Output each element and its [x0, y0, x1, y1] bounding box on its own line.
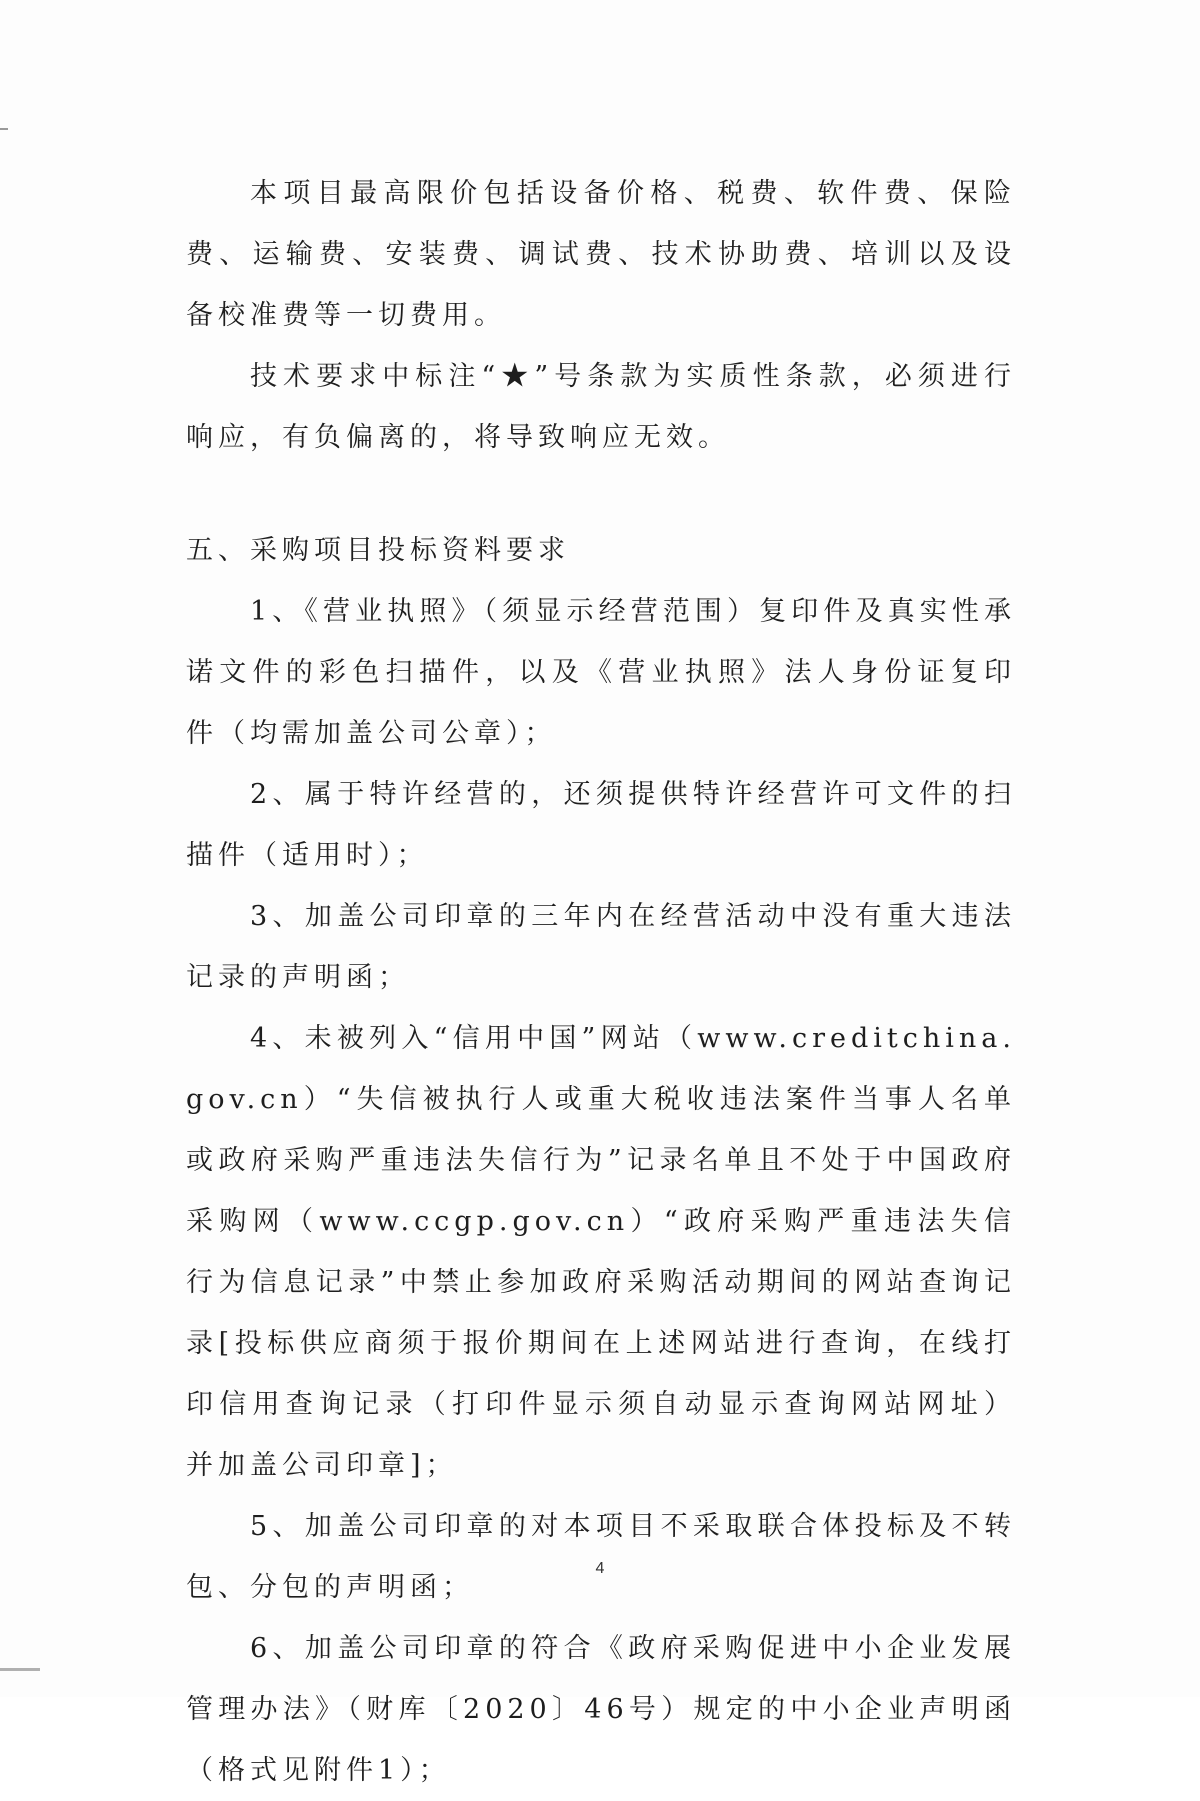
list-item: 5、加盖公司印章的对本项目不采取联合体投标及不转包、分包的声明函；	[186, 1511, 1016, 1603]
scan-edge-mark	[0, 128, 8, 130]
list-item: 3、加盖公司印章的三年内在经营活动中没有重大违法记录的声明函；	[186, 901, 1016, 993]
paragraph-price-scope: 本项目最高限价包括设备价格、税费、软件费、保险费、运输费、安装费、调试费、技术协助费、培训以及设备校准费等一切费用。	[186, 178, 1016, 331]
list-item: 1、《营业执照》（须显示经营范围）复印件及真实性承诺文件的彩色扫描件，以及《营业执照》法人身份证复印件（均需加盖公司公章）；	[186, 596, 1016, 749]
list-item: 4、未被列入“信用中国”网站（www.creditchina.gov.cn）“失信被执行人或重大税收违法案件当事人名单或政府采购严重违法失信行为”记录名单且不处于中国政府采购网（www.ccgp.gov.cn）“政府采购严重违法失信行为信息记录”中禁止参加政府采购活动期间的网站查询记录[投标供应商须于报价期间在上述网站进行查询，在线打印信用查询记录（打印件显示须自动显示查询网站网址）并加盖公司印章]；	[186, 1023, 1016, 1481]
list-item: 2、属于特许经营的，还须提供特许经营许可文件的扫描件（适用时）；	[186, 779, 1016, 871]
list-item: 6、加盖公司印章的符合《政府采购促进中小企业发展管理办法》（财库〔2020〕46号）规定的中小企业声明函（格式见附件1）；	[186, 1633, 1016, 1786]
section-heading: 五、采购项目投标资料要求	[186, 535, 570, 566]
paragraph-star-terms: 技术要求中标注“★”号条款为实质性条款，必须进行响应，有负偏离的，将导致响应无效。	[186, 361, 1016, 453]
page-number: 4	[595, 1560, 605, 1577]
document-body	[186, 163, 1016, 1801]
scan-edge-mark	[0, 1668, 40, 1671]
